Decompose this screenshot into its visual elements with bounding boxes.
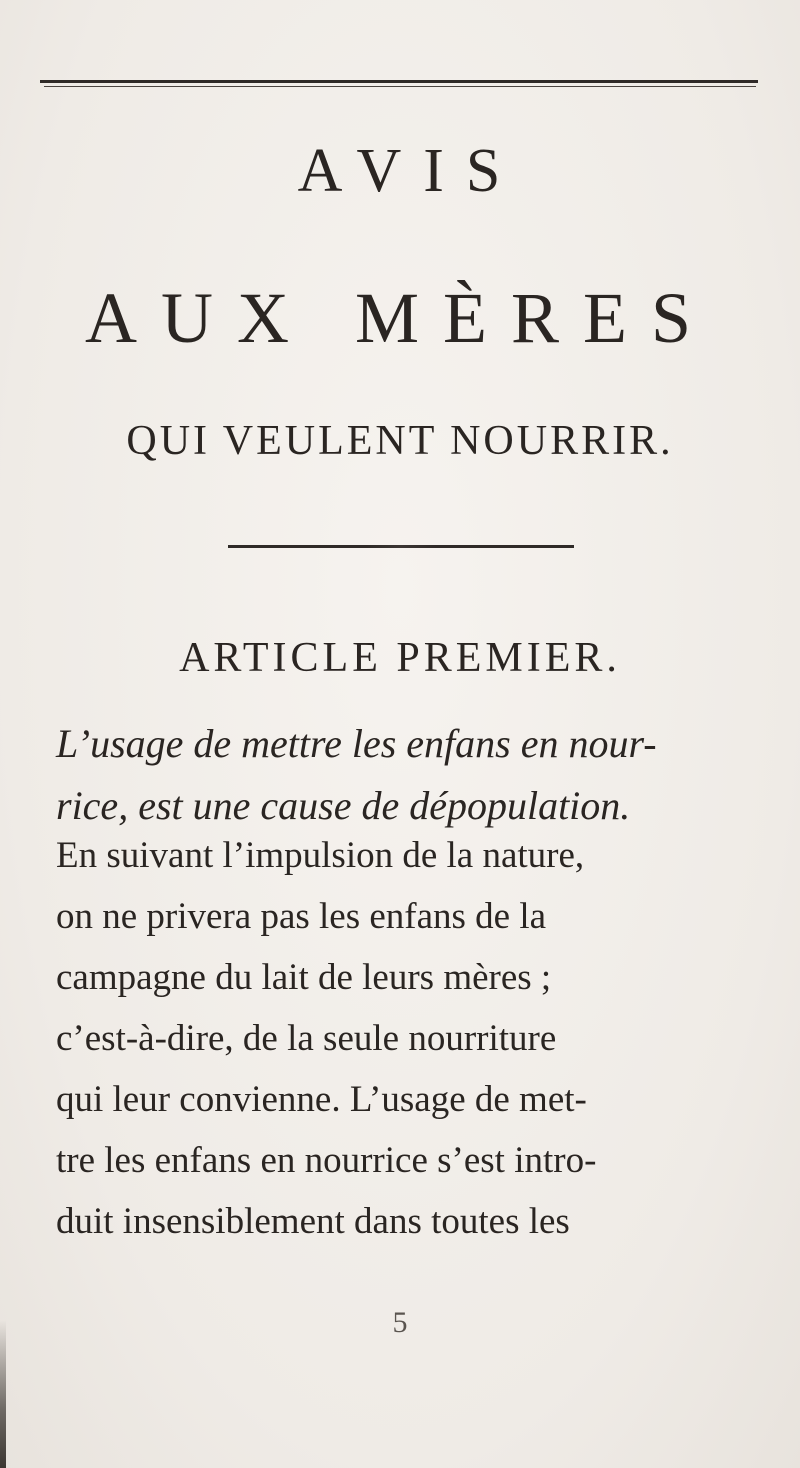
top-rule <box>40 80 758 83</box>
title-avis: AVIS <box>297 137 523 205</box>
title-aux-meres: AUX MÈRES <box>84 278 716 358</box>
summary-line-2: rice, est une cause de dépopulation. <box>56 783 631 828</box>
page-number: 5 <box>392 1306 408 1339</box>
article-body <box>56 825 756 1252</box>
page-spine-shadow <box>0 1320 6 1468</box>
article-summary <box>56 713 756 837</box>
body-line-4: c’est-à-dire, de la seule nourriture <box>56 1018 557 1059</box>
body-line-7: duit insensiblement dans toutes les <box>56 1201 570 1242</box>
body-line-2: on ne privera pas les enfans de la <box>56 896 547 937</box>
summary-line-1: L’usage de mettre les enfans en nour- <box>56 721 657 766</box>
subtitle-qui-veulent-nourrir: QUI VEULENT NOURRIR. <box>126 418 674 464</box>
body-line-1: En suivant l’impulsion de la nature, <box>56 835 585 876</box>
body-line-6: tre les enfans en nourrice s’est intro- <box>56 1140 597 1181</box>
body-line-3: campagne du lait de leurs mères ; <box>56 957 552 998</box>
article-heading: ARTICLE PREMIER. <box>179 635 621 681</box>
top-rule-thin <box>44 86 756 87</box>
body-line-5: qui leur convienne. L’usage de met- <box>56 1079 587 1120</box>
section-divider <box>228 545 574 548</box>
